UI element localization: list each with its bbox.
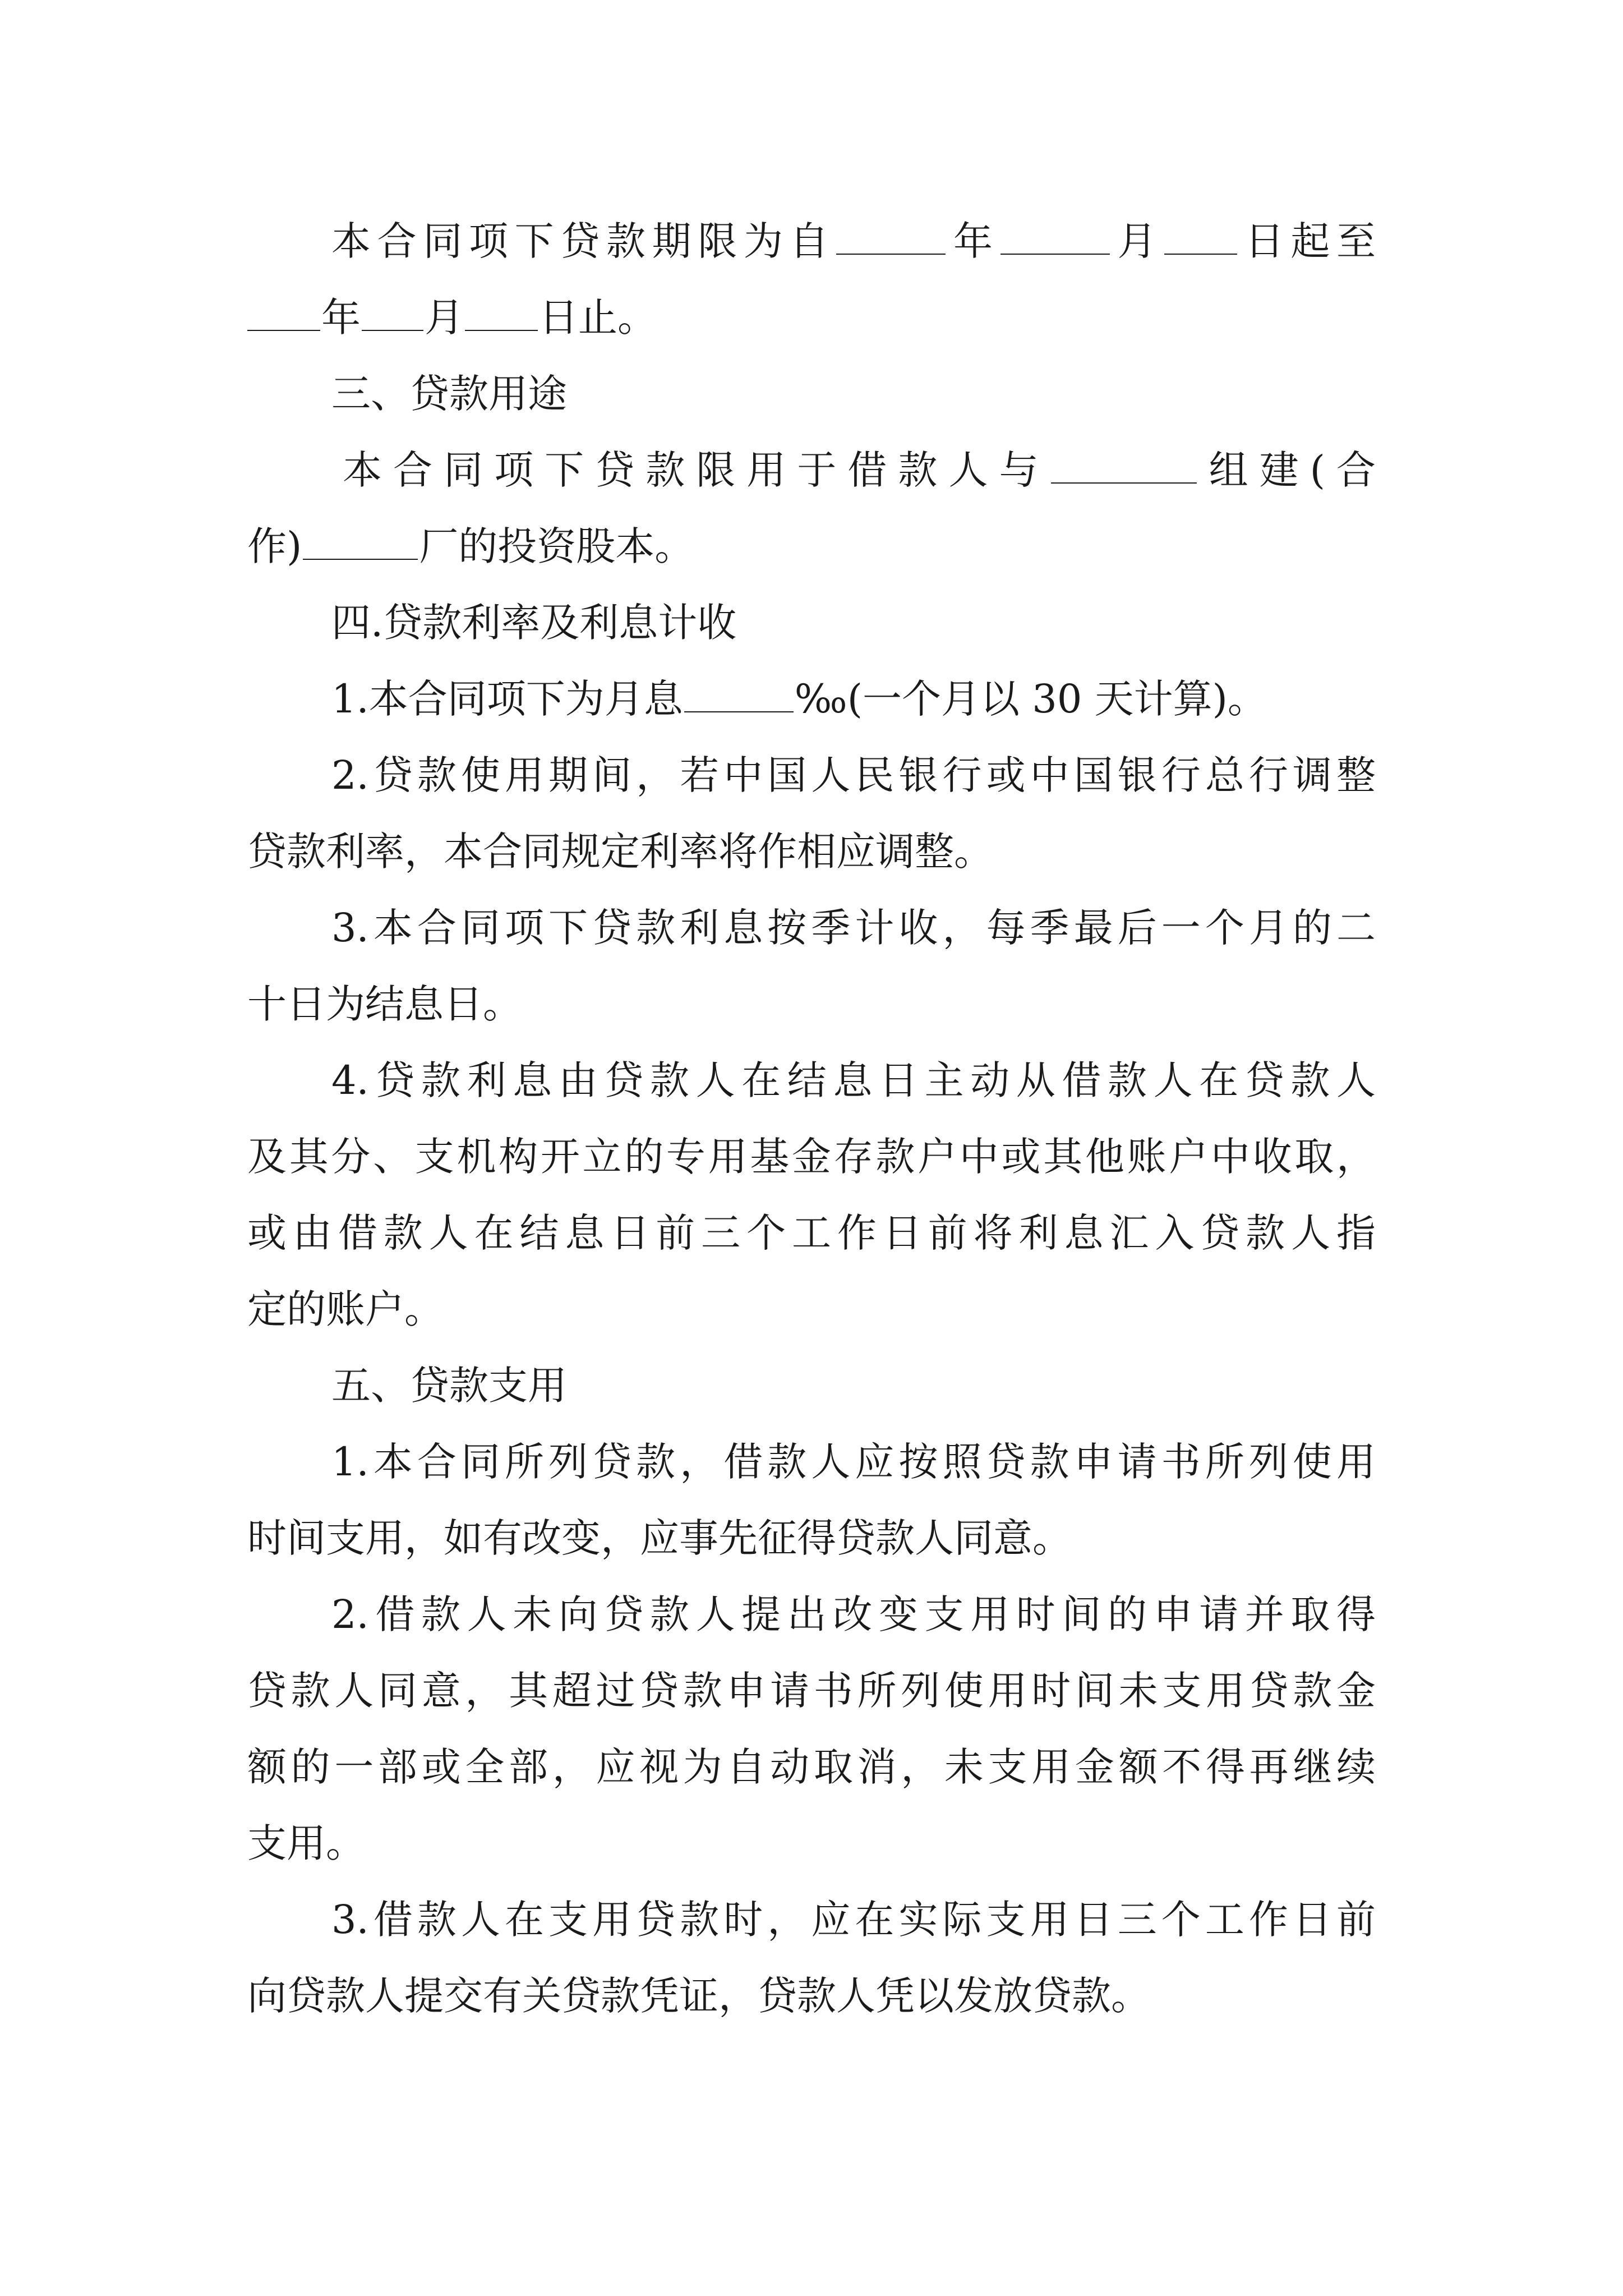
purpose-text-end: 厂的投资股本。	[419, 523, 694, 569]
section-3-heading: 三、贷款用途	[331, 371, 567, 417]
section-5-para-2-line-4: 支用。	[247, 1820, 365, 1866]
blank-month-to	[362, 296, 423, 331]
section-4-para-3-line-2: 十日为结息日。	[247, 981, 522, 1027]
document-body	[247, 203, 1376, 2034]
section-5-para-1-line-2: 时间支用，如有改变，应事先征得贷款人同意。	[247, 1515, 1072, 1561]
blank-year-from	[836, 220, 946, 255]
section-4-para-1	[247, 661, 1376, 737]
interest-text-end: ‰(一个月以 30 天计算)。	[794, 676, 1267, 722]
section-3-line-2	[247, 508, 1376, 585]
section-5-para-2-line-2: 贷款人同意，其超过贷款申请书所列使用时间未支用贷款金	[247, 1668, 1376, 1714]
loan-term-text: 本合同项下贷款期限为自	[331, 218, 836, 264]
loan-term-line-2	[247, 279, 1376, 356]
year-label: 年	[947, 218, 999, 264]
section-4-para-4-line-1: 4.贷款利息由贷款人在结息日主动从借款人在贷款人	[331, 1057, 1376, 1103]
month-label: 月	[425, 295, 464, 341]
section-4-para-3-line-1: 3.本合同项下贷款利息按季计收，每季最后一个月的二	[331, 905, 1376, 951]
purpose-text-end: 组建(合	[1197, 447, 1376, 493]
section-4-para-2-line-2: 贷款利率，本合同规定利率将作相应调整。	[247, 829, 993, 875]
interest-text: 1.本合同项下为月息	[331, 676, 683, 722]
section-5-heading: 五、贷款支用	[331, 1363, 567, 1409]
purpose-text: 作)	[247, 523, 302, 569]
section-5-para-2-line-1: 2.借款人未向贷款人提出改变支用时间的申请并取得	[331, 1591, 1376, 1637]
day-end-label: 日止。	[539, 295, 657, 341]
section-4-para-4-line-4: 定的账户。	[247, 1286, 444, 1332]
loan-term-line-1	[247, 203, 1376, 279]
section-4-para-4-line-3: 或由借款人在结息日前三个工作日前将利息汇入贷款人指	[247, 1210, 1376, 1256]
blank-day-to	[465, 296, 538, 331]
section-4-para-4-line-2: 及其分、支机构开立的专用基金存款户中或其他账户中收取，	[247, 1134, 1376, 1180]
section-5-para-3-line-1: 3.借款人在支用贷款时，应在实际支用日三个工作日前	[331, 1897, 1376, 1943]
day-from-label: 日起至	[1238, 218, 1376, 264]
blank-factory	[303, 525, 418, 560]
blank-partner	[1051, 449, 1197, 484]
section-5-para-2-line-3: 额的一部或全部，应视为自动取消，未支用金额不得再继续	[247, 1744, 1376, 1790]
section-5-para-1-line-1: 1.本合同所列贷款，借款人应按照贷款申请书所列使用	[331, 1439, 1376, 1485]
blank-interest-rate	[684, 678, 794, 712]
section-4-heading: 四.贷款利率及利息计收	[331, 600, 737, 646]
section-4-para-2-line-1: 2.贷款使用期间，若中国人民银行或中国银行总行调整	[331, 752, 1376, 798]
year-label: 年	[321, 295, 361, 341]
blank-year-to	[247, 296, 320, 331]
blank-month-from	[1000, 220, 1110, 255]
purpose-text: 本合同项下贷款限用于借款人与	[343, 447, 1050, 493]
section-3-line-1	[247, 432, 1376, 508]
section-5-para-3-line-2: 向贷款人提交有关贷款凭证，贷款人凭以发放贷款。	[247, 1973, 1150, 2019]
blank-day-from	[1164, 220, 1237, 255]
month-label: 月	[1110, 218, 1164, 264]
